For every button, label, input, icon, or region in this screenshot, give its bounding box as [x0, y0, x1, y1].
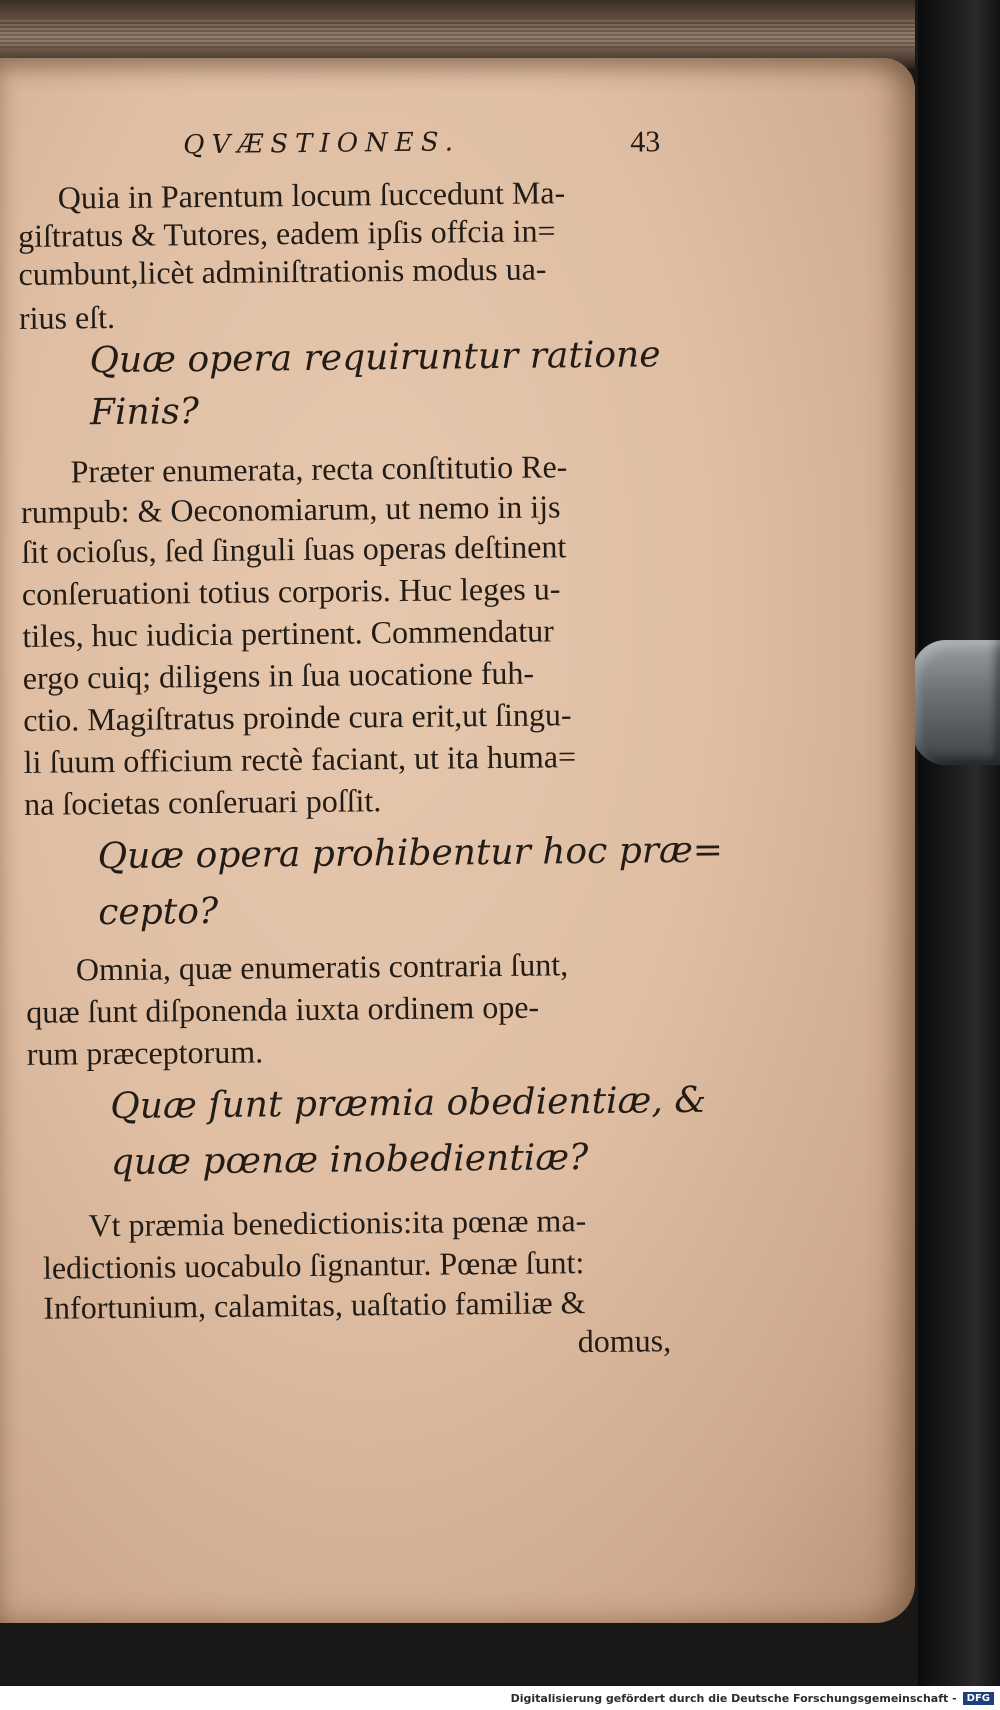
text-line: rum præceptorum.	[26, 1033, 264, 1072]
text-line: Præter enumerata, recta conſtitutio Re-	[70, 448, 568, 490]
question-heading: Finis?	[89, 391, 200, 434]
page-number: 43	[630, 125, 661, 159]
text-line: Infortunium, calamitas, uaſtatio familiæ &	[43, 1284, 586, 1326]
text-line: Quia in Parentum locum ſuccedunt Ma-	[57, 174, 566, 216]
text-line: quæ ſunt diſponenda iuxta ordinem ope-	[26, 988, 540, 1030]
text-line: Vt præmia benedictionis:ita pœnæ ma-	[88, 1202, 587, 1244]
text-line: ſit ocioſus, ſed ſinguli ſuas operas deſtinent	[21, 528, 567, 570]
text-line: ergo cuiq; diligens in ſua uocatione fuh-	[22, 654, 535, 696]
text-line: Omnia, quæ enumeratis contraria ſunt,	[75, 946, 569, 988]
dfg-logo-icon: DFG	[963, 1692, 994, 1705]
text-line: na ſocietas conſeruari poſſit.	[23, 782, 382, 822]
text-line: conſeruationi totius corporis. Huc leges u-	[21, 570, 561, 612]
book-cover-edge	[918, 0, 1000, 1710]
text-line: rumpub: & Oeconomiarum, ut nemo in ijs	[20, 488, 561, 530]
text-line: ledictionis uocabulo ſignantur. Pœnæ ſunt:	[42, 1244, 585, 1286]
digitization-footer	[0, 1686, 1000, 1710]
text-line: li ſuum officium rectè faciant, ut ita huma=	[23, 738, 577, 780]
text-line: ctio. Magiſtratus proinde cura erit,ut ſingu-	[23, 696, 572, 738]
question-heading: quæ pœnæ inobedientiæ?	[110, 1137, 589, 1184]
text-line: giſtratus & Tutores, eadem ipſis offcia in=	[17, 212, 556, 254]
funding-credit: Digitalisierung gefördert durch die Deutsche Forschungsgemeinschaft -	[510, 1691, 957, 1705]
text-line: rius eſt.	[18, 298, 116, 336]
question-heading: Quæ opera prohibentur hoc præ=	[97, 829, 724, 878]
question-heading: Quæ opera requiruntur ratione	[89, 334, 661, 382]
question-heading: cepto?	[98, 890, 219, 934]
text-line: tiles, huc iudicia pertinent. Commendatur	[22, 612, 554, 654]
text-line: cumbunt,licèt adminiſtrationis modus ua-	[18, 250, 547, 292]
running-head: QVÆSTIONES.	[183, 127, 461, 161]
question-heading: Quæ ſunt præmia obedientiæ, &	[110, 1079, 707, 1128]
catchword: domus,	[577, 1322, 672, 1360]
book-clasp	[912, 640, 1000, 765]
